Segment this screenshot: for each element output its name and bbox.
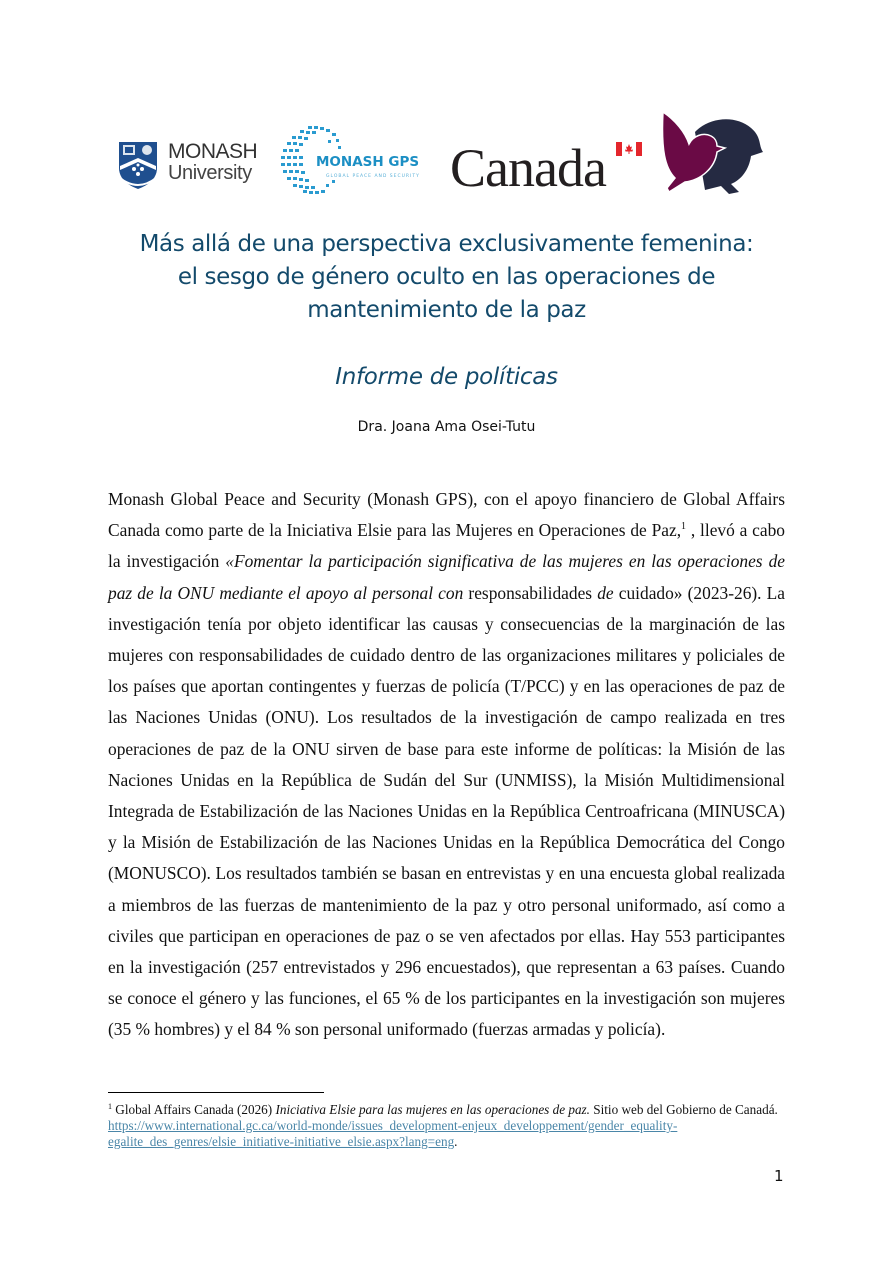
monash-crest-icon <box>116 140 160 190</box>
footnote-separator <box>108 1092 324 1093</box>
page-number: 1 <box>774 1167 784 1185</box>
body-text-segment: , llevó a cabo la investigación <box>108 520 785 572</box>
monash-gps-logo <box>278 124 438 196</box>
body-text-segment: Monash Global Peace and Security (Monash GPS), con el apoyo financiero de Global Affairs Canada como parte de la Iniciativa Elsie para las Mujeres en Operaciones de Paz, <box>108 489 785 541</box>
footnote-link[interactable]: https://www.international.gc.ca/world-monde/issues_development-enjeux_developpement/gender_equality-egalite_des_genres/elsie_initiative-initiative_elsie.aspx?lang=eng <box>108 1118 678 1149</box>
title-line: el sesgo de género oculto en las operaciones de <box>177 264 716 290</box>
dove-helmet-icon <box>655 110 765 196</box>
monash-wordmark-line2: University <box>168 162 252 184</box>
footnote-text: Global Affairs Canada (2026) <box>112 1102 276 1117</box>
canada-wordmark-logo <box>450 138 645 198</box>
title-line: mantenimiento de la paz <box>307 297 586 323</box>
footnote-reference[interactable]: 1 <box>681 521 687 533</box>
document-subtitle: Informe de políticas <box>335 364 558 390</box>
monash-university-logo <box>112 140 267 190</box>
monash-gps-wordmark: MONASH GPS <box>316 154 420 170</box>
title-line: Más allá de una perspectiva exclusivamente femenina: <box>139 231 754 257</box>
footnote <box>108 1102 788 1150</box>
body-text-segment: cuidado» (2023-26). La investigación tenía por objeto identificar las causas y consecuencias de la marginación de las mujeres con responsabilidades de cuidado dentro de las organizaciones militares y policiales de los países que aportan contingentes y fuerzas de policía (T/PCC) y en las operaciones de paz de las Naciones Unidas (ONU). Los resultados de la investigación de campo realizada en tres operaciones de paz de la ONU sirven de base para este informe de políticas: la Misión de las Naciones Unidas en la República de Sudán del Sur (UNMISS), la Misión Multidimensional Integrada de Estabilización de las Naciones Unidas en la República Centroafricana (MINUSCA) y la Misión de Estabilización de las Naciones Unidas en la República Democrática del Congo (MONUSCO). Los resultados también se basan en entrevistas y en una encuesta global realizada a miembros de las fuerzas de mantenimiento de la paz y otro personal uniformado, así como a civiles que participan en operaciones de paz o se ven afectados por ellas. Hay 553 participantes en la investigación (257 entrevistados y 296 encuestados), que representan a 63 países. Cuando se conoce el género y las funciones, el 65 % de los participantes en la investigación son mujeres (35 % hombres) y el 84 % son personal uniformado (fuerzas armadas y policía). <box>108 582 785 1040</box>
canada-wordmark: Canada <box>450 138 606 198</box>
body-text-italic: de <box>597 582 614 603</box>
logo-row <box>112 110 772 202</box>
research-title-italic: «Fomentar la participación significativa de las mujeres en las operaciones de paz de la ONU mediante el apoyo al personal con <box>108 551 785 603</box>
body-text-segment: responsabilidades <box>463 582 598 603</box>
monash-wordmark-line1: MONASH <box>168 140 258 163</box>
document-title <box>60 228 833 327</box>
footnote-title-italic: Iniciativa Elsie para las mujeres en las operaciones de paz. <box>275 1102 590 1117</box>
monash-gps-tagline: GLOBAL PEACE AND SECURITY <box>326 174 420 179</box>
elsie-initiative-dove-logo <box>655 110 765 196</box>
author-name: Dra. Joana Ama Osei-Tutu <box>357 419 536 435</box>
footnote-text: . <box>454 1134 458 1149</box>
canada-flag-icon <box>616 142 642 156</box>
footnote-text: Sitio web del Gobierno de Canadá. <box>589 1102 778 1117</box>
footnote-number: 1 <box>108 1102 112 1111</box>
body-paragraph <box>108 484 785 1046</box>
